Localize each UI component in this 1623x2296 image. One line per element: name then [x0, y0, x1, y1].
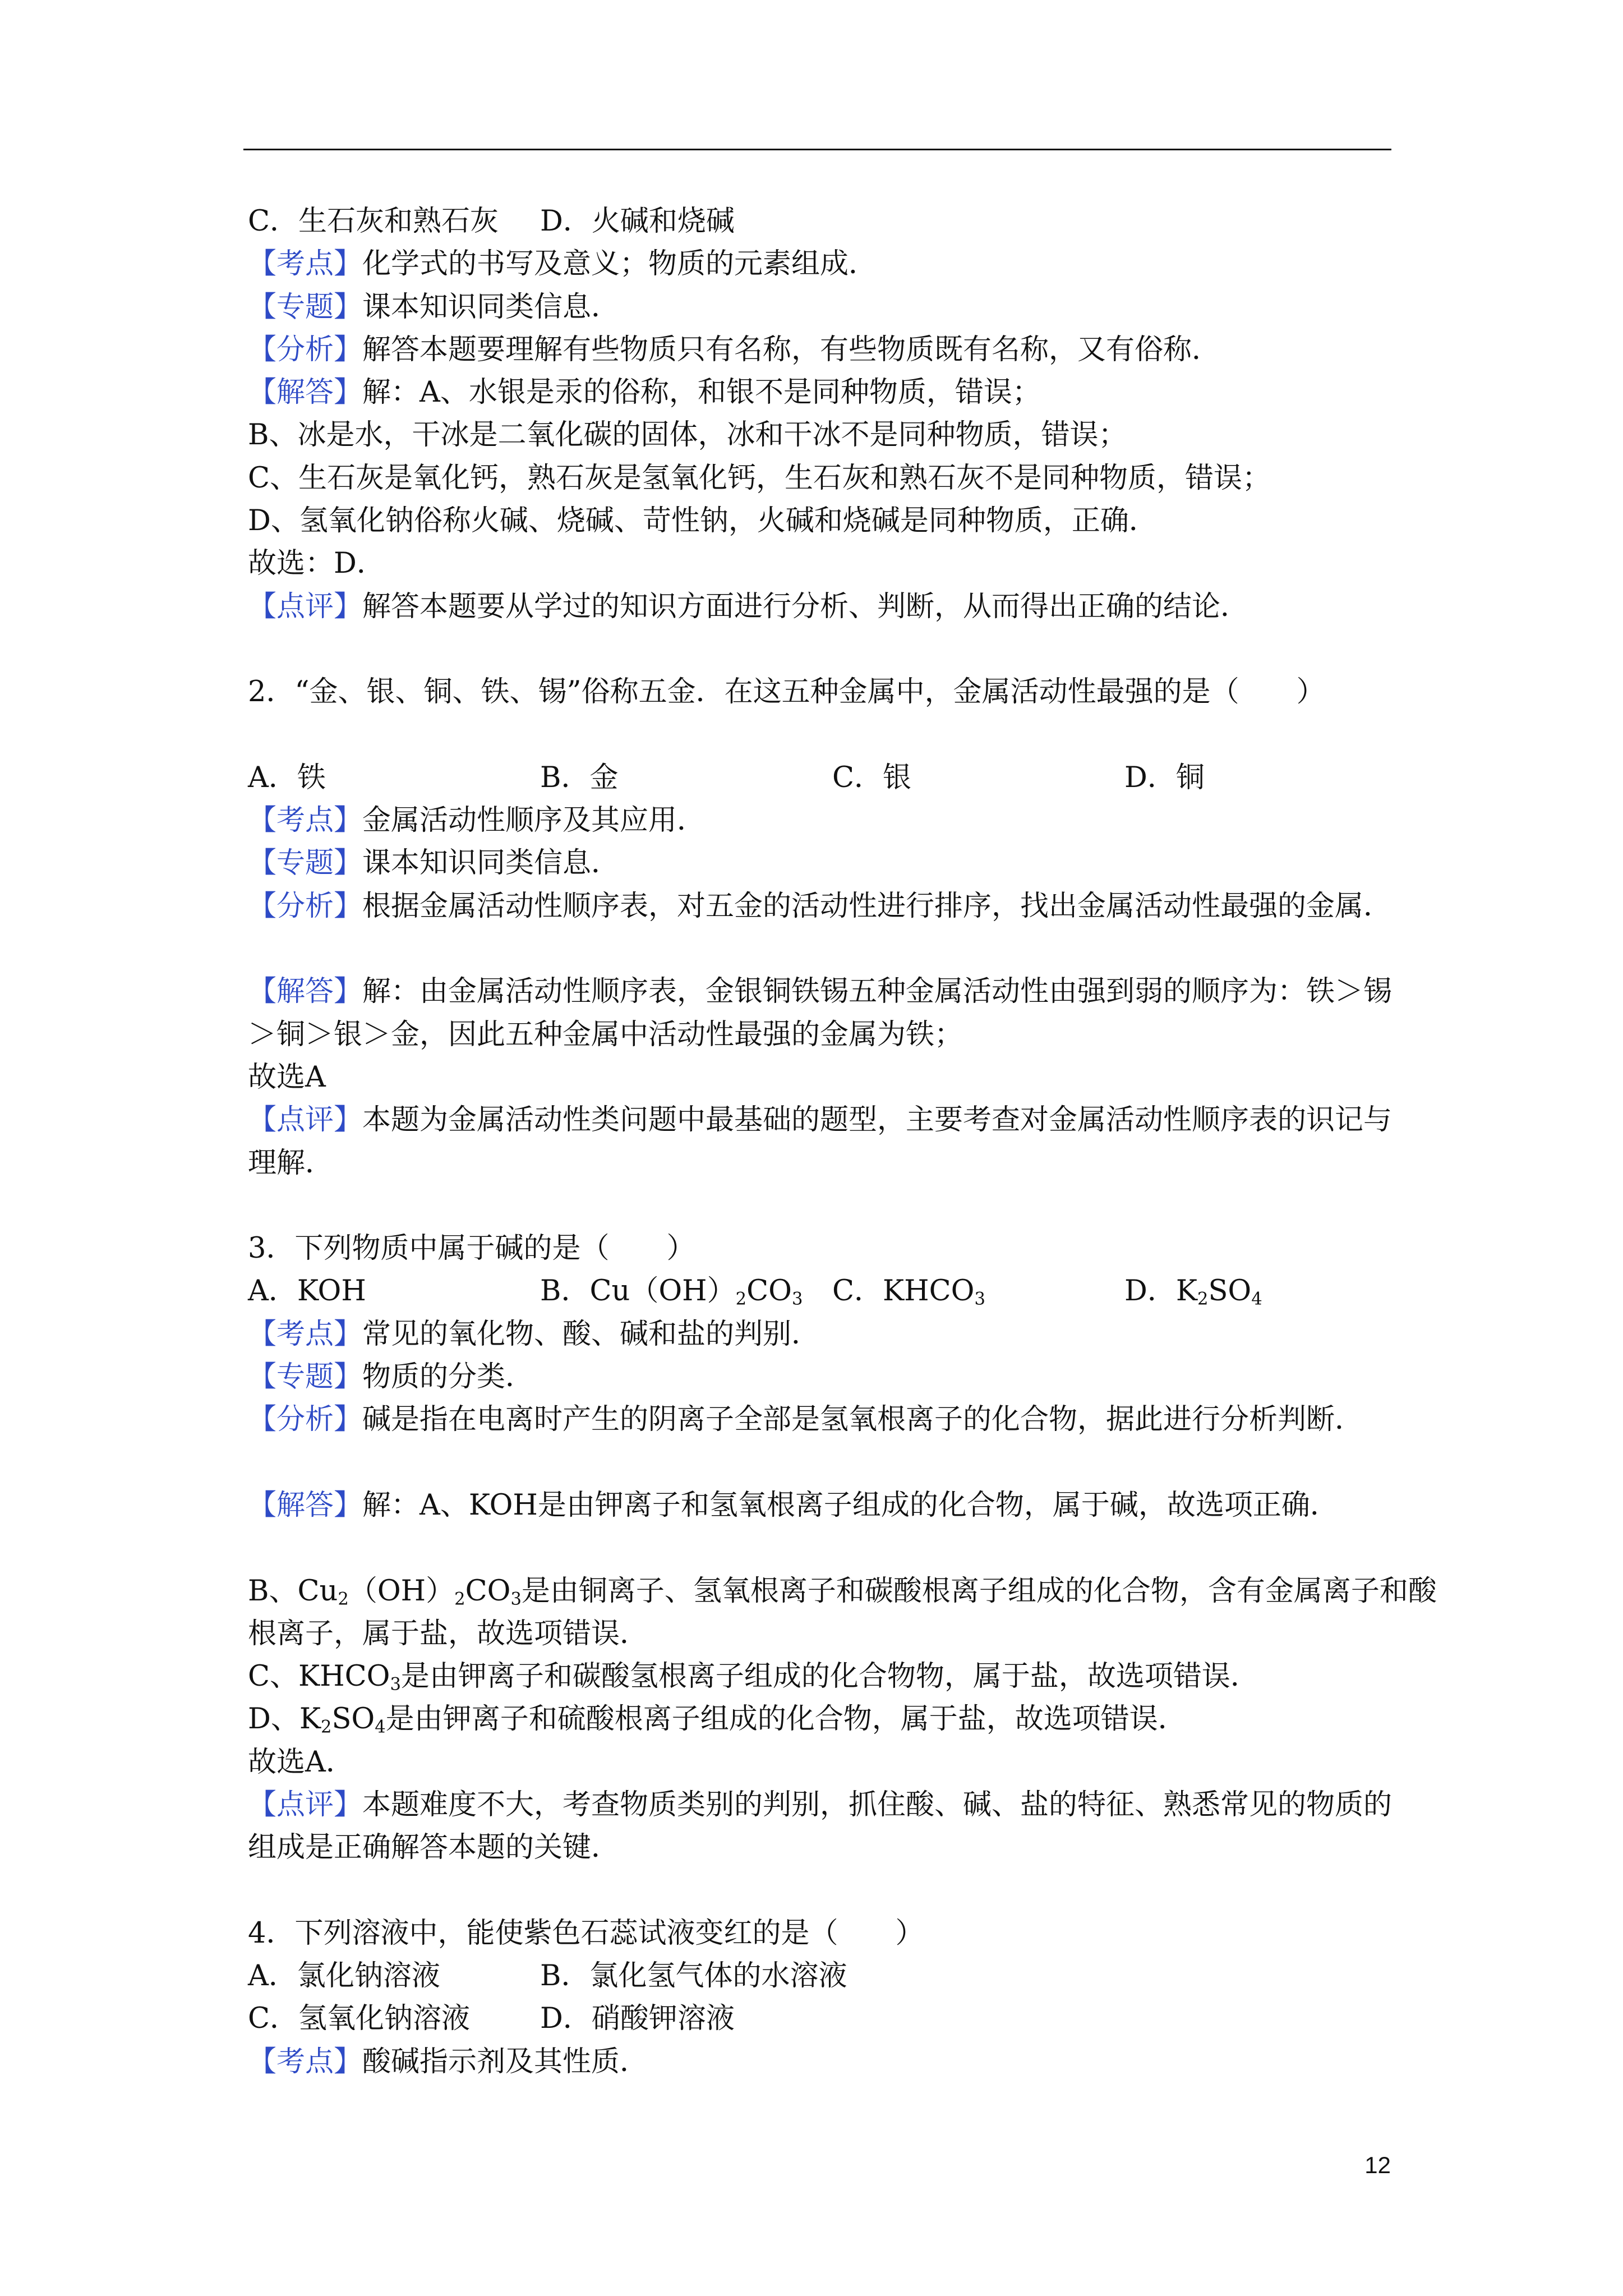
question-stem — [248, 671, 1403, 714]
text-run: C．银 — [832, 761, 912, 794]
text-line — [248, 1826, 1403, 1869]
text-run: B．金 — [540, 761, 619, 794]
text-run: 常见的氧化物、酸、碱和盐的判别． — [362, 1317, 820, 1351]
text-run: 课本知识同类信息． — [362, 290, 620, 324]
text-run: D．硝酸钾溶液 — [540, 2002, 735, 2036]
comment-line — [248, 1099, 1403, 1142]
text-run: 3．下列物质中属于碱的是（ ） — [248, 1232, 695, 1266]
text-line — [248, 1570, 1437, 1613]
text-run: SO — [1208, 1274, 1252, 1308]
text-run: C．氢氧化钠溶液 — [248, 2002, 471, 2036]
key-point-line — [248, 799, 1403, 842]
section-label: 【分析】 — [248, 333, 363, 366]
solution-line — [248, 970, 1403, 1013]
page-number: 12 — [1364, 2152, 1391, 2178]
text-run: CO — [746, 1274, 792, 1308]
topic-line — [248, 286, 1403, 329]
text-line — [248, 1741, 1403, 1784]
subscript: 4 — [375, 1718, 386, 1738]
subscript: 4 — [1251, 1290, 1262, 1310]
text-run: 是由钾离子和碳酸氢根离子组成的化合物物，属于盐，故选项错误． — [400, 1660, 1259, 1694]
section-label: 【考点】 — [248, 2045, 363, 2078]
topic-line — [248, 1356, 1403, 1398]
answer-options — [248, 1270, 1403, 1313]
paragraph — [248, 1227, 1403, 1441]
section-label: 【专题】 — [248, 1360, 363, 1394]
text-run: CO — [465, 1574, 511, 1608]
text-run: D．火碱和烧碱 — [540, 205, 735, 238]
text-run: 解答本题要理解有些物质只有名称，有些物质既有名称，又有俗称． — [362, 333, 1221, 366]
text-run: 2．“金、银、铜、铁、锡”俗称五金．在这五种金属中，金属活动性最强的是（ ） — [248, 675, 1325, 709]
paragraph — [248, 970, 1403, 1184]
text-run: B、Cu — [248, 1574, 338, 1608]
comment-line — [248, 1784, 1403, 1826]
question-stem — [248, 1227, 1403, 1270]
text-line — [248, 414, 1403, 457]
option-c — [248, 1998, 540, 2040]
text-run: B．Cu（OH） — [540, 1274, 736, 1308]
text-run: C、KHCO — [248, 1660, 390, 1694]
key-point-line — [248, 243, 1403, 286]
analysis-line — [248, 885, 1403, 928]
text-run: 碱是指在电离时产生的阴离子全部是氢氧根离子的化合物，据此进行分析判断． — [362, 1403, 1364, 1437]
text-line — [248, 1014, 1403, 1056]
section-label: 【考点】 — [248, 1317, 363, 1351]
text-line — [248, 1613, 1403, 1655]
option-c — [832, 757, 1124, 799]
option-c — [832, 1270, 1124, 1313]
text-line — [248, 542, 1403, 585]
subscript: 2 — [454, 1589, 465, 1609]
text-run: 本题难度不大，考查物质类别的判别，抓住酸、碱、盐的特征、熟悉常见的物质的 — [362, 1788, 1393, 1821]
option-b — [540, 1270, 832, 1313]
text-run: B．氯化氢气体的水溶液 — [540, 1959, 847, 1993]
header-rule — [243, 149, 1391, 150]
section-label: 【解答】 — [248, 975, 363, 1009]
text-run: 课本知识同类信息． — [362, 846, 620, 880]
section-label: 【点评】 — [248, 1103, 363, 1137]
section-label: 【专题】 — [248, 290, 363, 324]
text-run: 酸碱指示剂及其性质． — [362, 2045, 649, 2078]
answer-options — [248, 200, 1403, 243]
text-run: 是由钾离子和硫酸根离子组成的化合物，属于盐，故选项错误． — [385, 1703, 1187, 1736]
text-run: 根离子，属于盐，故选项错误． — [248, 1617, 649, 1650]
text-run: C．KHCO — [832, 1274, 975, 1308]
text-run: D、氢氧化钠俗称火碱、烧碱、苛性钠，火碱和烧碱是同种物质，正确． — [248, 504, 1158, 538]
text-run: 根据金属活动性顺序表，对五金的活动性进行排序，找出金属活动性最强的金属． — [362, 889, 1393, 923]
subscript: 2 — [338, 1589, 349, 1609]
text-run: 物质的分类． — [362, 1360, 534, 1394]
text-line — [248, 1142, 1403, 1185]
text-run: 解答本题要从学过的知识方面进行分析、判断，从而得出正确的结论． — [362, 590, 1249, 623]
section-label: 【专题】 — [248, 846, 363, 880]
key-point-line — [248, 2041, 1403, 2083]
solution-line — [248, 371, 1403, 414]
text-run: 故选：D． — [248, 547, 385, 581]
text-run: A．氯化钠溶液 — [248, 1959, 440, 1993]
section-label: 【分析】 — [248, 1403, 363, 1437]
answer-options — [248, 1955, 1403, 1998]
text-run: D．K — [1124, 1274, 1197, 1308]
text-run: 解：由金属活动性顺序表，金银铜铁锡五种金属活动性由强到弱的顺序为：铁＞锡 — [362, 975, 1393, 1009]
text-run: 故选A． — [248, 1745, 354, 1779]
text-run: 解：A、KOH是由钾离子和氢氧根离子组成的化合物，属于碱，故选项正确． — [362, 1488, 1339, 1522]
subscript: 2 — [321, 1718, 332, 1738]
text-run: 金属活动性顺序及其应用． — [362, 804, 706, 838]
comment-line — [248, 586, 1403, 628]
text-run: 组成是正确解答本题的关键． — [248, 1831, 620, 1865]
text-run: 本题为金属活动性类问题中最基础的题型，主要考查对金属活动性顺序表的识记与 — [362, 1103, 1393, 1137]
option-a — [248, 1270, 540, 1313]
document-body — [248, 200, 1437, 2126]
section-label: 【分析】 — [248, 889, 363, 923]
text-run: （OH） — [348, 1574, 455, 1608]
option-b — [540, 1955, 847, 1998]
text-run: 是由铜离子、氢氧根离子和碳酸根离子组成的化合物，含有金属离子和酸 — [521, 1574, 1437, 1608]
section-label: 【解答】 — [248, 1488, 363, 1522]
subscript: 3 — [510, 1589, 522, 1609]
section-label: 【考点】 — [248, 804, 363, 838]
text-run: 理解． — [248, 1146, 334, 1180]
question-stem — [248, 1912, 1403, 1955]
section-label: 【点评】 — [248, 590, 363, 623]
key-point-line — [248, 1313, 1403, 1356]
subscript: 2 — [1197, 1290, 1209, 1310]
option-d — [1124, 1270, 1417, 1313]
paragraph — [248, 200, 1403, 628]
paragraph — [248, 1484, 1403, 1527]
text-line — [248, 1056, 1403, 1099]
paragraph — [248, 1912, 1403, 2083]
text-line — [248, 457, 1403, 500]
analysis-line — [248, 1398, 1403, 1441]
text-line — [248, 1698, 1403, 1741]
text-line — [248, 1655, 1403, 1698]
option-a — [248, 1955, 540, 1998]
section-label: 【考点】 — [248, 247, 363, 281]
option-c — [248, 200, 540, 243]
text-run: B、冰是水，干冰是二氧化碳的固体，冰和干冰不是同种物质，错误； — [248, 418, 1127, 452]
text-run: SO — [331, 1703, 375, 1736]
answer-options — [248, 757, 1403, 799]
subscript: 3 — [791, 1290, 803, 1310]
option-b — [540, 757, 832, 799]
text-run: 解：A、水银是汞的俗称，和银不是同种物质，错误； — [362, 376, 1041, 409]
option-d — [540, 1998, 832, 2040]
paragraph — [248, 757, 1403, 928]
text-run: 故选A — [248, 1060, 326, 1094]
section-label: 【点评】 — [248, 1788, 363, 1821]
option-a — [248, 757, 540, 799]
answer-options — [248, 1998, 1403, 2040]
text-run: 化学式的书写及意义；物质的元素组成． — [362, 247, 878, 281]
text-run: D．铜 — [1124, 761, 1205, 794]
solution-line — [248, 1484, 1403, 1527]
topic-line — [248, 842, 1403, 885]
paragraph — [248, 1570, 1437, 1870]
text-run: A．铁 — [248, 761, 326, 794]
subscript: 3 — [974, 1290, 985, 1310]
text-run: 4．下列溶液中，能使紫色石蕊试液变红的是（ ） — [248, 1916, 924, 1950]
text-run: C．生石灰和熟石灰 — [248, 205, 499, 238]
section-label: 【解答】 — [248, 376, 363, 409]
text-run: A．KOH — [248, 1274, 366, 1308]
paragraph — [248, 671, 1403, 714]
option-d — [1124, 757, 1417, 799]
subscript: 3 — [390, 1674, 401, 1695]
option-d — [540, 200, 832, 243]
text-run: D、K — [248, 1703, 321, 1736]
analysis-line — [248, 329, 1403, 371]
subscript: 2 — [735, 1290, 747, 1310]
text-run: C、生石灰是氧化钙，熟石灰是氢氧化钙，生石灰和熟石灰不是同种物质，错误； — [248, 461, 1271, 495]
text-line — [248, 500, 1403, 542]
text-run: ＞铜＞银＞金，因此五种金属中活动性最强的金属为铁； — [248, 1018, 963, 1051]
